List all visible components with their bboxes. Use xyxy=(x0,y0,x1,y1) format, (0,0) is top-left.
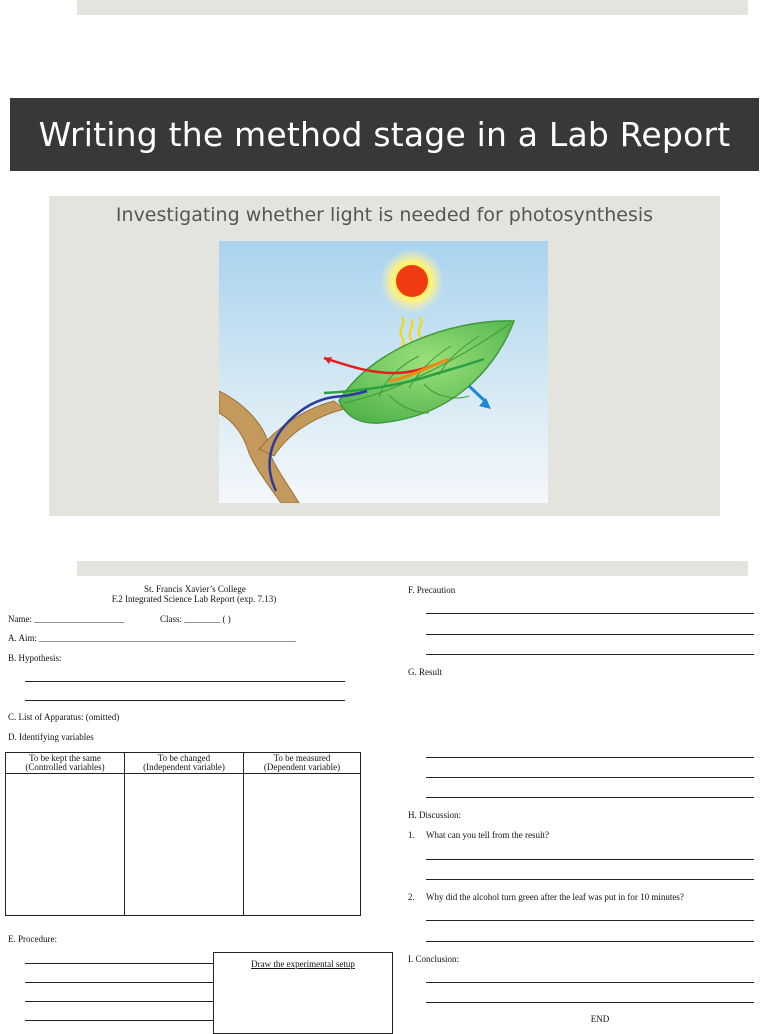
procedure-line xyxy=(25,963,213,964)
independent-variable-header xyxy=(125,753,244,774)
question-2-text: Why did the alcohol turn green after the leaf was put in for 10 minutes? xyxy=(426,892,684,902)
hypothesis-line xyxy=(25,700,345,701)
result-label: G. Result xyxy=(408,667,443,677)
variables-table xyxy=(5,752,361,916)
procedure-line xyxy=(25,1001,213,1002)
procedure-label: E. Procedure: xyxy=(8,934,57,944)
result-line xyxy=(426,757,754,758)
table-row xyxy=(6,774,361,916)
result-line xyxy=(426,797,754,798)
question-1-number: 1. xyxy=(408,830,415,840)
table-cell xyxy=(6,774,125,916)
precaution-label: F. Precaution xyxy=(408,585,456,595)
answer-line xyxy=(426,879,754,880)
document-band xyxy=(77,561,748,576)
table-cell xyxy=(125,774,244,916)
hypothesis-label: B. Hypothesis: xyxy=(8,653,62,663)
conclusion-label: I. Conclusion: xyxy=(408,954,459,964)
procedure-line xyxy=(25,1020,213,1021)
header-line: To be changed xyxy=(157,753,211,763)
conclusion-line xyxy=(426,982,754,983)
question-2-number: 2. xyxy=(408,892,415,902)
question-1-text: What can you tell from the result? xyxy=(426,830,549,840)
result-line xyxy=(426,777,754,778)
header-line: (Controlled variables) xyxy=(25,762,105,772)
apparatus-label: C. List of Apparatus: (omitted) xyxy=(8,712,120,722)
header-line: To be kept the same xyxy=(29,753,101,763)
aim-label: A. Aim: _________________________________________________________ xyxy=(8,633,296,643)
precaution-line xyxy=(426,654,754,655)
class-field-label: Class: ________ ( ) xyxy=(160,614,231,624)
header-line: (Independent variable) xyxy=(143,762,225,772)
header-line: To be measured xyxy=(273,753,331,763)
variables-label: D. Identifying variables xyxy=(8,732,94,742)
controlled-variables-header xyxy=(6,753,125,774)
name-field-label: Name: ____________________ xyxy=(8,614,125,624)
discussion-label: H. Discussion: xyxy=(408,810,462,820)
course-title: F.2 Integrated Science Lab Report (exp. 7.13) xyxy=(111,594,277,604)
precaution-line xyxy=(426,634,754,635)
answer-line xyxy=(426,920,754,921)
leaf-illustration-icon xyxy=(219,241,548,503)
answer-line xyxy=(426,859,754,860)
precaution-line xyxy=(426,613,754,614)
table-cell xyxy=(244,774,361,916)
answer-line xyxy=(426,941,754,942)
hypothesis-line xyxy=(25,681,345,682)
illustration-panel xyxy=(49,196,720,516)
end-label: END xyxy=(590,1014,610,1024)
experimental-setup-box xyxy=(213,952,393,1034)
slide-subtitle: Investigating whether light is needed for photosynthesis xyxy=(115,204,654,226)
header-line: (Dependent variable) xyxy=(263,762,341,772)
slide-title: Writing the method stage in a Lab Report xyxy=(10,98,759,171)
dependent-variable-header xyxy=(244,753,361,774)
leaf-photosynthesis-illustration xyxy=(219,241,548,503)
top-band xyxy=(77,0,748,15)
conclusion-line xyxy=(426,1002,754,1003)
procedure-line xyxy=(25,982,213,983)
setup-box-label: Draw the experimental setup xyxy=(251,959,355,969)
school-name: St. Francis Xavier’s College xyxy=(144,584,246,594)
